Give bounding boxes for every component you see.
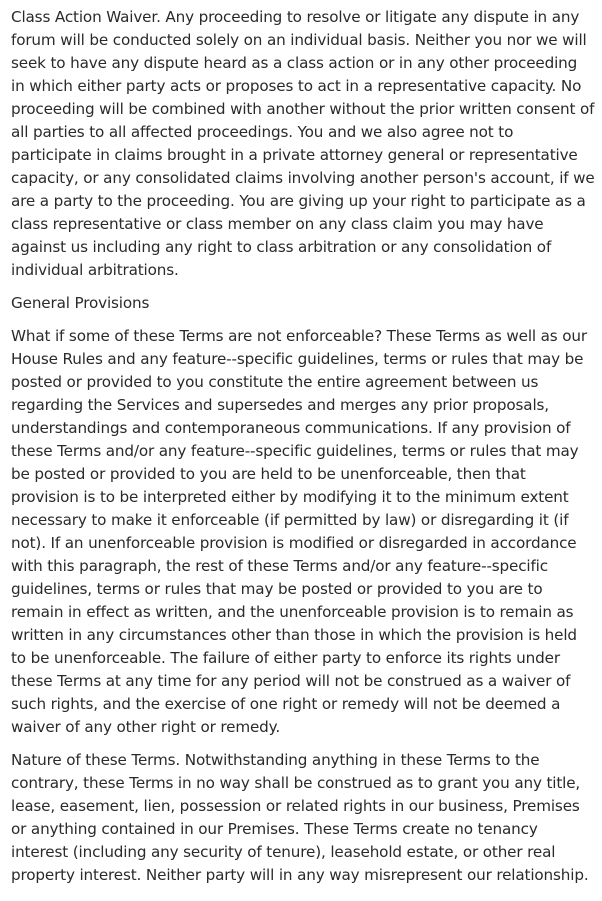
enforceability-paragraph: What if some of these Terms are not enforceable? These Terms as well as our House Rules and any feature--specific guidelines, terms or rules that may be posted or provided to you constitute the entire agreement between us regarding the Services and supersedes and merges any prior proposals, understandings and contemporaneous communications. If any provision of these Terms and/or any feature--specific guidelines, terms or rules that may be posted or provided to you are held to be unenforceable, then that provision is to be interpreted either by modifying it to the minimum extent necessary to make it enforceable (if permitted by law) or disregarding it (if not). If an unenforceable provision is modified or disregarded in accordance with this paragraph, the rest of these Terms and/or any feature--specific guidelines, terms or rules that may be posted or provided to you are to remain in effect as written, and the unenforceable provision is to remain as written in any circumstances other than those in which the provision is held to be unenforceable. The failure of either party to enforce its rights under these Terms at any time for any period will not be construed as a waiver of such rights, and the exercise of one right or remedy will not be deemed a waiver of any other right or remedy. — [11, 327, 587, 736]
general-provisions-heading: General Provisions — [11, 294, 150, 312]
class-action-waiver-paragraph: Class Action Waiver. Any proceeding to resolve or litigate any dispute in any forum will be conducted solely on an individual basis. Neither you nor we will seek to have any dispute heard as a class action or in any other proceeding in which either party acts or proposes to act in a representative capacity. No proceeding will be combined with another without the prior written consent of all parties to all affected proceedings. You and we also agree not to participate in claims brought in a private attorney general or representative capacity, or any consolidated claims involving another person's account, if we are a party to the proceeding. You are giving up your right to participate as a class representative or class member on any class claim you may have against us including any right to class arbitration or any consolidation of individual arbitrations. — [11, 8, 595, 279]
nature-of-terms-paragraph: Nature of these Terms. Notwithstanding anything in these Terms to the contrary, these Terms in no way shall be construed as to grant you any title, lease, easement, lien, possession or related rights in our business, Premises or anything contained in our Premises. These Terms create no tenancy interest (including any security of tenure), leasehold estate, or other real property interest. Neither party will in any way misrepresent our relationship. — [11, 751, 589, 884]
